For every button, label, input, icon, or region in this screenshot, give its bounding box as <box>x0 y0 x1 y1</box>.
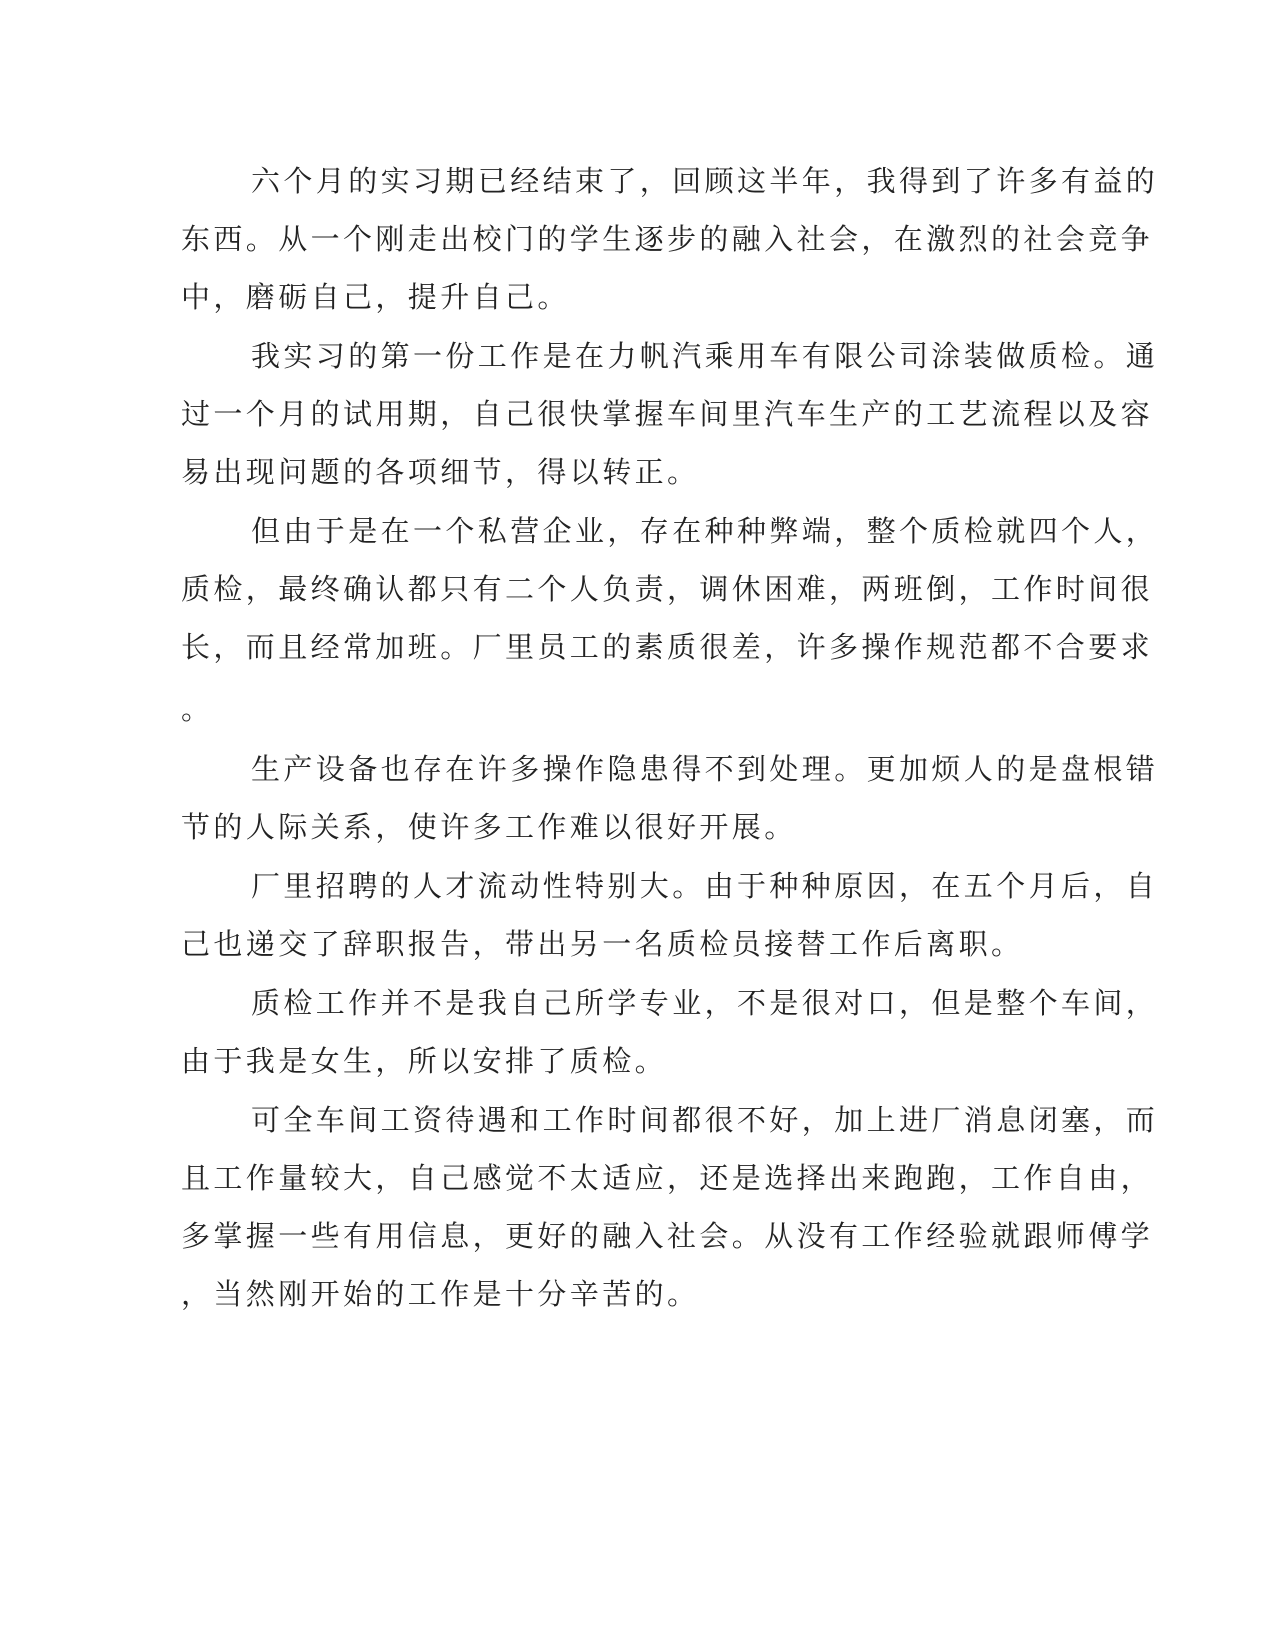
text-line: 质检工作并不是我自己所学专业，不是很对口，但是整个车间， <box>251 986 1159 1020</box>
text-line: 我实习的第一份工作是在力帆汽乘用车有限公司涂装做质检。通 <box>251 339 1159 373</box>
text-line: 过一个月的试用期，自己很快掌握车间里汽车生产的工艺流程以及容 <box>181 397 1154 431</box>
text-line: 己也递交了辞职报告，带出另一名质检员接替工作后离职。 <box>181 927 1024 961</box>
text-line: 可全车间工资待遇和工作时间都很不好，加上进厂消息闭塞，而 <box>251 1103 1159 1137</box>
text-line: 生产设备也存在许多操作隐患得不到处理。更加烦人的是盘根错 <box>251 752 1159 786</box>
text-line: 长，而且经常加班。厂里员工的素质很差，许多操作规范都不合要求 <box>181 630 1154 664</box>
text-line: 厂里招聘的人才流动性特别大。由于种种原因，在五个月后，自 <box>251 869 1159 903</box>
text-line: 由于我是女生，所以安排了质检。 <box>181 1044 668 1078</box>
text-line: 质检，最终确认都只有二个人负责，调休困难，两班倒，工作时间很 <box>181 572 1154 606</box>
text-line: 东西。从一个刚走出校门的学生逐步的融入社会，在激烈的社会竞争 <box>181 222 1154 256</box>
text-line: 。 <box>181 692 214 726</box>
text-line: ，当然刚开始的工作是十分辛苦的。 <box>181 1277 700 1311</box>
text-line: 多掌握一些有用信息，更好的融入社会。从没有工作经验就跟师傅学 <box>181 1219 1154 1253</box>
text-line: 且工作量较大，自己感觉不太适应，还是选择出来跑跑，工作自由， <box>181 1161 1154 1195</box>
text-line: 但由于是在一个私营企业，存在种种弊端，整个质检就四个人， <box>251 514 1159 548</box>
text-line: 六个月的实习期已经结束了，回顾这半年，我得到了许多有益的 <box>251 164 1159 198</box>
text-line: 中，磨砺自己，提升自己。 <box>181 280 570 314</box>
text-line: 节的人际关系，使许多工作难以很好开展。 <box>181 810 797 844</box>
text-line: 易出现问题的各项细节，得以转正。 <box>181 455 700 489</box>
